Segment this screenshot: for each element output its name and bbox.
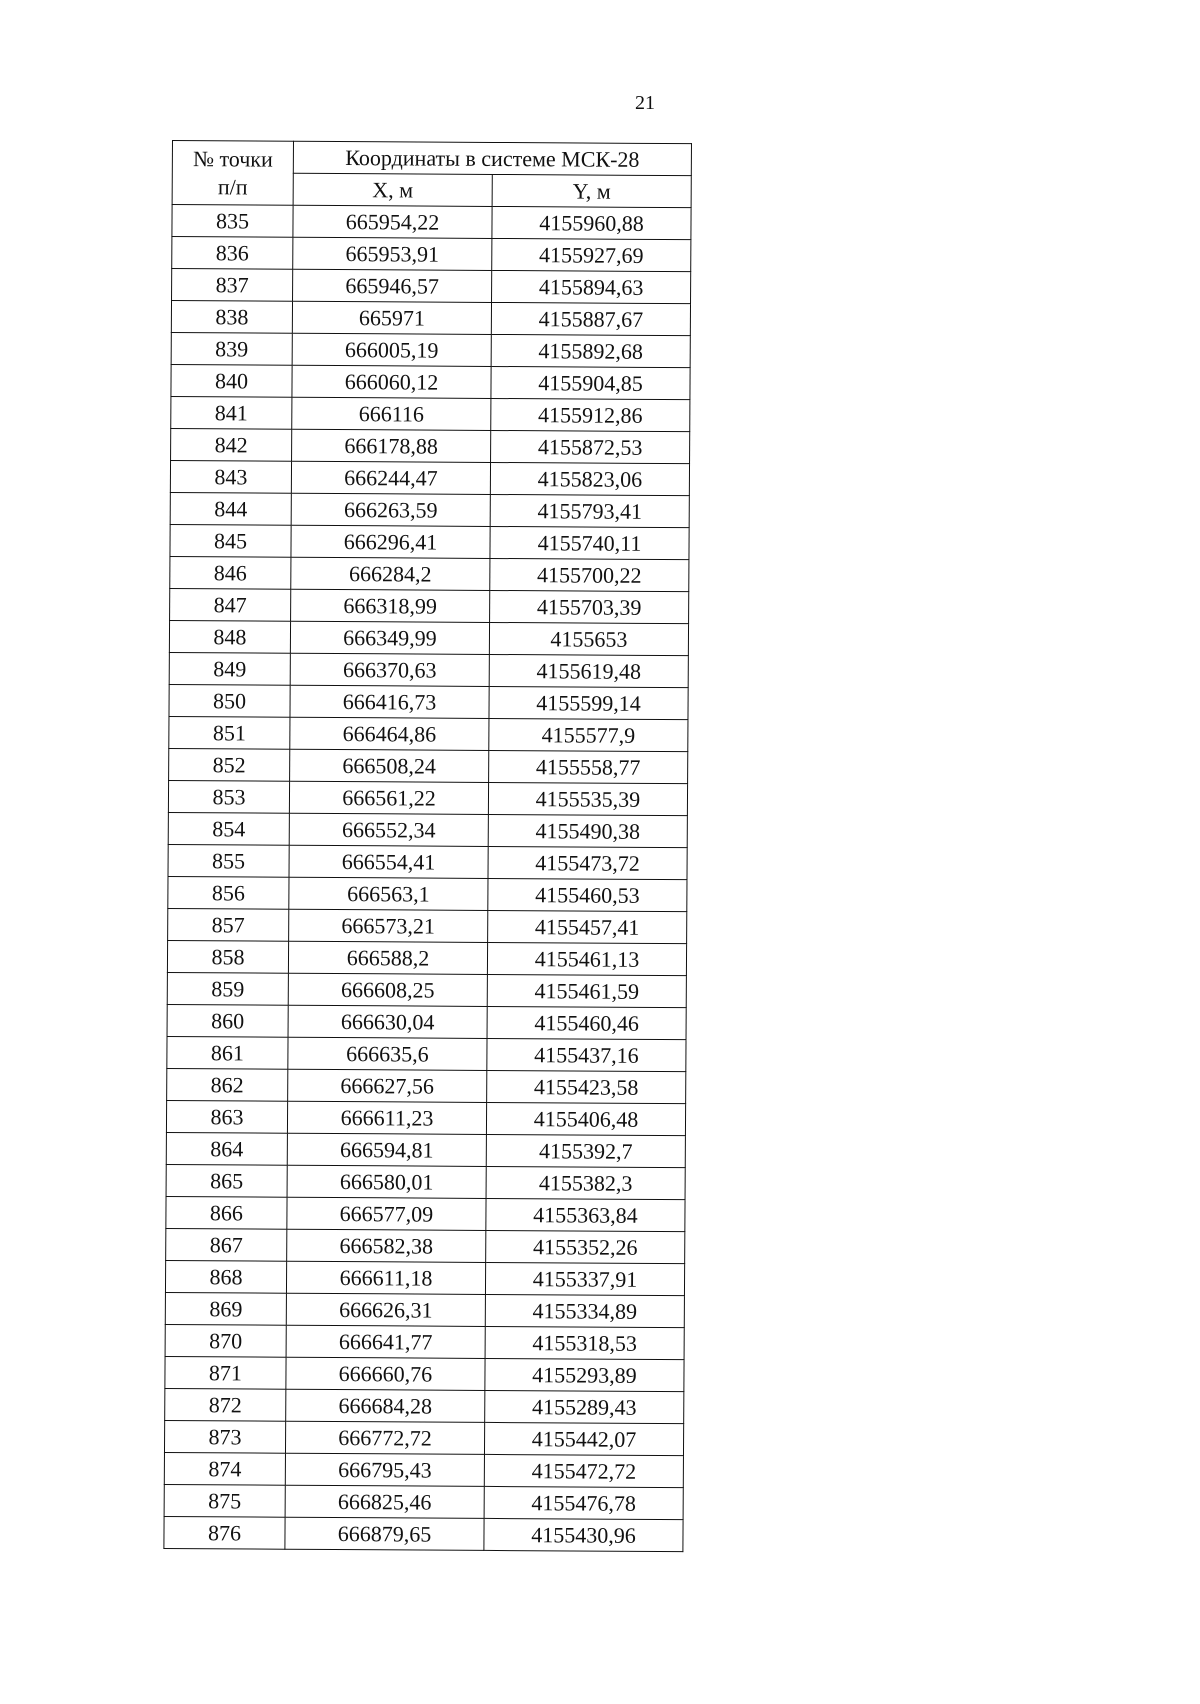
y-coordinate-cell: 4155703,39 bbox=[490, 590, 689, 623]
table-row bbox=[167, 1004, 686, 1039]
point-number-cell: 870 bbox=[165, 1324, 286, 1357]
point-number-cell: 863 bbox=[166, 1100, 287, 1133]
table-row bbox=[171, 428, 690, 463]
y-coordinate-cell: 4155334,89 bbox=[485, 1294, 684, 1327]
point-number-cell: 835 bbox=[172, 205, 293, 238]
table-row bbox=[168, 876, 687, 911]
y-coordinate-cell: 4155457,41 bbox=[488, 910, 687, 943]
y-coordinate-cell: 4155887,67 bbox=[491, 302, 690, 335]
x-coordinate-cell: 666349,99 bbox=[290, 621, 489, 654]
x-coordinate-cell: 666318,99 bbox=[291, 589, 490, 622]
x-coordinate-cell: 666594,81 bbox=[287, 1133, 486, 1166]
y-column-header: Y, м bbox=[492, 174, 691, 207]
y-coordinate-cell: 4155460,53 bbox=[488, 878, 687, 911]
y-coordinate-cell: 4155442,07 bbox=[484, 1422, 683, 1455]
x-coordinate-cell: 665953,91 bbox=[293, 237, 492, 270]
table-row bbox=[168, 844, 687, 879]
y-coordinate-cell: 4155960,88 bbox=[492, 206, 691, 239]
table-row bbox=[171, 396, 690, 431]
point-number-cell: 845 bbox=[170, 524, 291, 557]
table-row bbox=[168, 908, 687, 943]
x-coordinate-cell: 666370,63 bbox=[290, 653, 489, 686]
table-row bbox=[165, 1260, 684, 1295]
point-number-cell: 852 bbox=[169, 748, 290, 781]
table-row bbox=[168, 812, 687, 847]
y-coordinate-cell: 4155793,41 bbox=[490, 494, 689, 527]
point-number-header bbox=[172, 141, 293, 206]
y-coordinate-cell: 4155392,7 bbox=[486, 1134, 685, 1167]
x-coordinate-cell: 666005,19 bbox=[292, 333, 491, 366]
table-row bbox=[172, 269, 691, 304]
point-number-cell: 840 bbox=[171, 364, 292, 397]
x-coordinate-cell: 666626,31 bbox=[286, 1293, 485, 1326]
x-coordinate-cell: 666554,41 bbox=[289, 845, 488, 878]
point-number-cell: 868 bbox=[165, 1260, 286, 1293]
x-coordinate-cell: 666795,43 bbox=[285, 1453, 484, 1486]
table-row bbox=[171, 364, 690, 399]
table-row bbox=[165, 1356, 684, 1391]
x-coordinate-cell: 666588,2 bbox=[288, 941, 487, 974]
table-row bbox=[165, 1388, 684, 1423]
x-coordinate-cell: 666573,21 bbox=[289, 909, 488, 942]
point-number-cell: 850 bbox=[169, 684, 290, 717]
point-number-cell: 838 bbox=[171, 301, 292, 334]
x-coordinate-cell: 666611,23 bbox=[287, 1101, 486, 1134]
x-coordinate-cell: 666630,04 bbox=[288, 1005, 487, 1038]
table-row bbox=[165, 1324, 684, 1359]
table-row bbox=[166, 1100, 685, 1135]
x-coordinate-cell: 666296,41 bbox=[291, 525, 490, 558]
table-row bbox=[167, 1068, 686, 1103]
point-number-cell: 857 bbox=[168, 908, 289, 941]
y-coordinate-cell: 4155352,26 bbox=[486, 1230, 685, 1263]
point-number-header-line1: № точки bbox=[192, 145, 273, 172]
x-coordinate-cell: 666284,2 bbox=[291, 557, 490, 590]
table-row bbox=[166, 1132, 685, 1167]
point-number-cell: 843 bbox=[170, 460, 291, 493]
point-number-cell: 864 bbox=[166, 1132, 287, 1165]
y-coordinate-cell: 4155461,59 bbox=[487, 974, 686, 1007]
point-number-cell: 871 bbox=[165, 1356, 286, 1389]
point-number-cell: 841 bbox=[171, 396, 292, 429]
table-row bbox=[170, 460, 689, 495]
point-number-cell: 847 bbox=[170, 588, 291, 621]
table-row bbox=[171, 301, 690, 336]
y-coordinate-cell: 4155619,48 bbox=[489, 654, 688, 687]
y-coordinate-cell: 4155318,53 bbox=[485, 1326, 684, 1359]
y-coordinate-cell: 4155599,14 bbox=[489, 686, 688, 719]
y-coordinate-cell: 4155894,63 bbox=[492, 270, 691, 303]
y-coordinate-cell: 4155476,78 bbox=[484, 1486, 683, 1519]
point-number-cell: 865 bbox=[166, 1164, 287, 1197]
y-coordinate-cell: 4155293,89 bbox=[485, 1358, 684, 1391]
point-number-cell: 836 bbox=[172, 237, 293, 270]
point-number-cell: 846 bbox=[170, 556, 291, 589]
table-row bbox=[166, 1196, 685, 1231]
x-coordinate-cell: 666060,12 bbox=[292, 365, 491, 398]
point-number-cell: 876 bbox=[164, 1516, 285, 1549]
y-coordinate-cell: 4155473,72 bbox=[488, 846, 687, 879]
y-coordinate-cell: 4155406,48 bbox=[486, 1102, 685, 1135]
x-coordinate-cell: 666263,59 bbox=[291, 493, 490, 526]
point-number-cell: 854 bbox=[168, 812, 289, 845]
x-coordinate-cell: 666684,28 bbox=[286, 1389, 485, 1422]
y-coordinate-cell: 4155892,68 bbox=[491, 334, 690, 367]
point-number-cell: 869 bbox=[165, 1292, 286, 1325]
y-coordinate-cell: 4155289,43 bbox=[485, 1390, 684, 1423]
point-number-cell: 861 bbox=[167, 1036, 288, 1069]
point-number-cell: 867 bbox=[166, 1228, 287, 1261]
table-row bbox=[167, 940, 686, 975]
point-number-cell: 872 bbox=[165, 1388, 286, 1421]
table-row bbox=[169, 748, 688, 783]
y-coordinate-cell: 4155423,58 bbox=[487, 1070, 686, 1103]
x-coordinate-cell: 666577,09 bbox=[287, 1197, 486, 1230]
x-coordinate-cell: 666552,34 bbox=[289, 813, 488, 846]
x-coordinate-cell: 666508,24 bbox=[290, 749, 489, 782]
x-coordinate-cell: 666879,65 bbox=[285, 1517, 484, 1550]
y-coordinate-cell: 4155927,69 bbox=[492, 238, 691, 271]
point-number-cell: 855 bbox=[168, 844, 289, 877]
x-column-header: X, м bbox=[293, 173, 492, 206]
table-row bbox=[169, 716, 688, 751]
x-coordinate-cell: 666608,25 bbox=[288, 973, 487, 1006]
y-coordinate-cell: 4155363,84 bbox=[486, 1198, 685, 1231]
x-coordinate-cell: 666772,72 bbox=[285, 1421, 484, 1454]
table-row bbox=[172, 237, 691, 272]
table-row bbox=[170, 588, 689, 623]
table-row bbox=[168, 780, 687, 815]
x-coordinate-cell: 665971 bbox=[292, 301, 491, 334]
y-coordinate-cell: 4155872,53 bbox=[491, 430, 690, 463]
table-header bbox=[172, 141, 691, 208]
point-number-cell: 875 bbox=[164, 1484, 285, 1517]
x-coordinate-cell: 666580,01 bbox=[287, 1165, 486, 1198]
y-coordinate-cell: 4155535,39 bbox=[488, 782, 687, 815]
table-row bbox=[172, 205, 691, 240]
point-number-cell: 853 bbox=[168, 780, 289, 813]
table-row bbox=[169, 652, 688, 687]
x-coordinate-cell: 666563,1 bbox=[289, 877, 488, 910]
table-row bbox=[164, 1452, 683, 1487]
x-coordinate-cell: 666641,77 bbox=[286, 1325, 485, 1358]
y-coordinate-cell: 4155700,22 bbox=[490, 558, 689, 591]
x-coordinate-cell: 666825,46 bbox=[285, 1485, 484, 1518]
y-coordinate-cell: 4155490,38 bbox=[488, 814, 687, 847]
header-row-top bbox=[172, 141, 691, 176]
table-row bbox=[170, 524, 689, 559]
x-coordinate-cell: 666635,6 bbox=[288, 1037, 487, 1070]
x-coordinate-cell: 666244,47 bbox=[291, 461, 490, 494]
x-coordinate-cell: 665954,22 bbox=[293, 205, 492, 238]
table-row bbox=[166, 1228, 685, 1263]
point-number-cell: 874 bbox=[164, 1452, 285, 1485]
point-number-cell: 844 bbox=[170, 492, 291, 525]
y-coordinate-cell: 4155382,3 bbox=[486, 1166, 685, 1199]
point-number-cell: 851 bbox=[169, 716, 290, 749]
table-row bbox=[170, 556, 689, 591]
table-body bbox=[164, 205, 691, 1552]
point-number-cell: 848 bbox=[169, 620, 290, 653]
y-coordinate-cell: 4155912,86 bbox=[491, 398, 690, 431]
point-number-cell: 837 bbox=[172, 269, 293, 302]
coordinates-table bbox=[163, 140, 692, 1552]
table-row bbox=[167, 1036, 686, 1071]
point-number-cell: 860 bbox=[167, 1004, 288, 1037]
point-number-cell: 858 bbox=[167, 940, 288, 973]
table-row bbox=[164, 1484, 683, 1519]
x-coordinate-cell: 665946,57 bbox=[293, 269, 492, 302]
y-coordinate-cell: 4155577,9 bbox=[489, 718, 688, 751]
x-coordinate-cell: 666464,86 bbox=[290, 717, 489, 750]
table-row bbox=[169, 684, 688, 719]
point-number-cell: 862 bbox=[167, 1068, 288, 1101]
y-coordinate-cell: 4155904,85 bbox=[491, 366, 690, 399]
x-coordinate-cell: 666611,18 bbox=[286, 1261, 485, 1294]
y-coordinate-cell: 4155740,11 bbox=[490, 526, 689, 559]
x-coordinate-cell: 666178,88 bbox=[292, 429, 491, 462]
x-coordinate-cell: 666660,76 bbox=[286, 1357, 485, 1390]
x-coordinate-cell: 666416,73 bbox=[290, 685, 489, 718]
table-row bbox=[167, 972, 686, 1007]
coordinates-group-header: Координаты в системе МСК-28 bbox=[293, 141, 691, 175]
table-row bbox=[164, 1420, 683, 1455]
y-coordinate-cell: 4155430,96 bbox=[484, 1518, 683, 1551]
table-row bbox=[164, 1516, 683, 1551]
y-coordinate-cell: 4155653 bbox=[489, 622, 688, 655]
table-row bbox=[169, 620, 688, 655]
x-coordinate-cell: 666582,38 bbox=[287, 1229, 486, 1262]
y-coordinate-cell: 4155460,46 bbox=[487, 1006, 686, 1039]
point-number-cell: 859 bbox=[167, 972, 288, 1005]
y-coordinate-cell: 4155558,77 bbox=[489, 750, 688, 783]
table-row bbox=[166, 1164, 685, 1199]
x-coordinate-cell: 666627,56 bbox=[288, 1069, 487, 1102]
point-number-cell: 839 bbox=[171, 332, 292, 365]
y-coordinate-cell: 4155337,91 bbox=[485, 1262, 684, 1295]
table-row bbox=[171, 332, 690, 367]
point-number-cell: 866 bbox=[166, 1196, 287, 1229]
page-number: 21 bbox=[635, 92, 655, 114]
x-coordinate-cell: 666116 bbox=[292, 397, 491, 430]
point-number-cell: 849 bbox=[169, 652, 290, 685]
y-coordinate-cell: 4155437,16 bbox=[487, 1038, 686, 1071]
y-coordinate-cell: 4155461,13 bbox=[487, 942, 686, 975]
x-coordinate-cell: 666561,22 bbox=[289, 781, 488, 814]
point-number-cell: 856 bbox=[168, 876, 289, 909]
point-number-cell: 842 bbox=[171, 428, 292, 461]
point-number-header-line2: п/п bbox=[217, 173, 248, 199]
table-row bbox=[165, 1292, 684, 1327]
table-row bbox=[170, 492, 689, 527]
y-coordinate-cell: 4155823,06 bbox=[490, 462, 689, 495]
y-coordinate-cell: 4155472,72 bbox=[484, 1454, 683, 1487]
point-number-cell: 873 bbox=[164, 1420, 285, 1453]
